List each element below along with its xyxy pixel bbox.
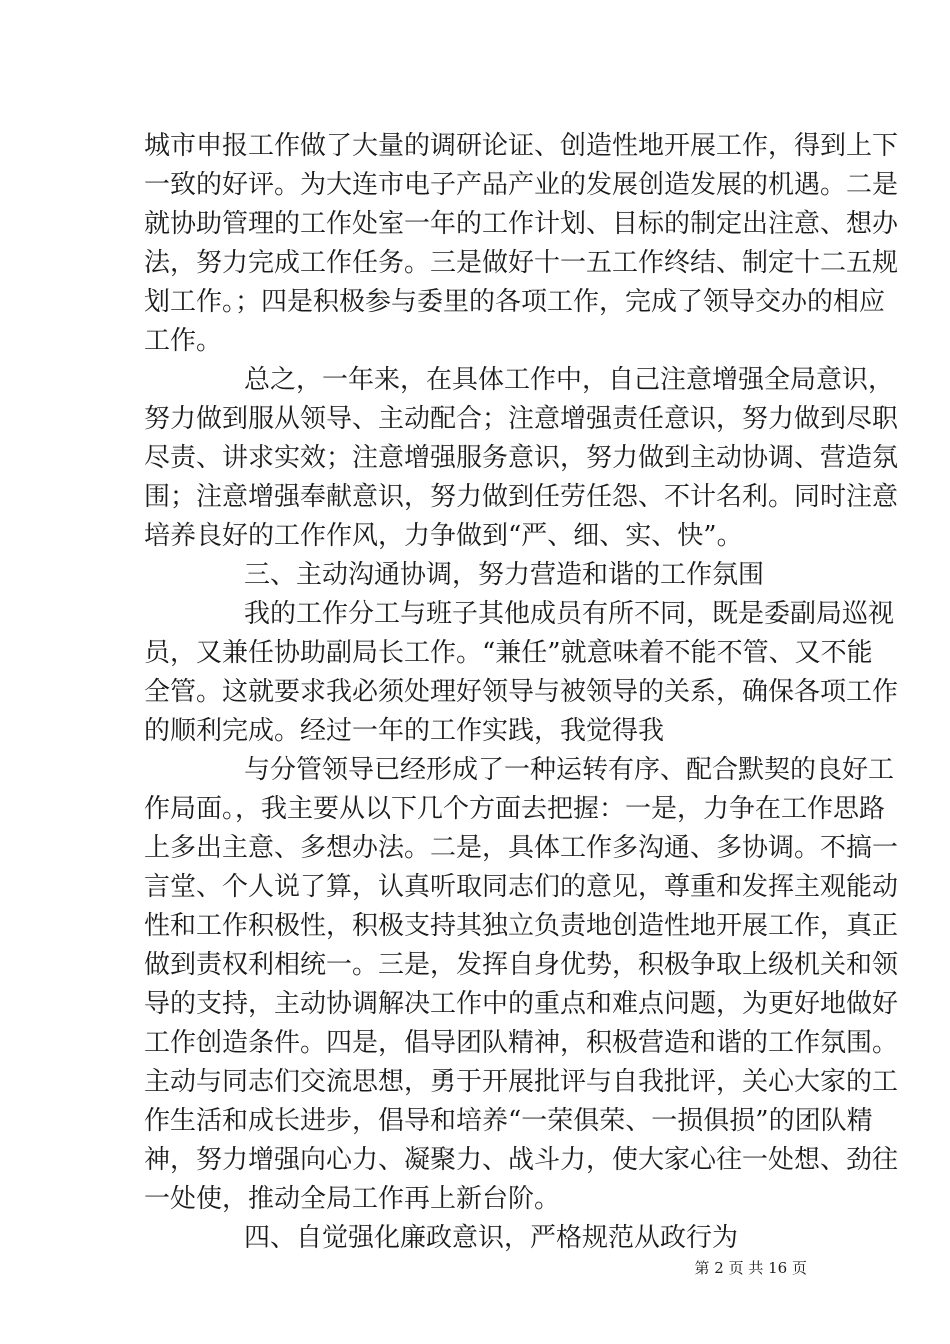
paragraph-3-line-2: 员，又兼任协助副局长工作。“兼任”就意味着不能不管、又不能 (144, 638, 873, 668)
paragraph-4-line-4: 言堂、个人说了算，认真听取同志们的意见，尊重和发挥主观能动 (144, 872, 899, 902)
paragraph-4-line-7: 导的支持，主动协调解决工作中的重点和难点问题，为更好地做好 (144, 989, 899, 1019)
paragraph-4-line-6: 做到责权利相统一。三是，发挥自身优势，积极争取上级机关和领 (144, 950, 899, 980)
section-heading-3: 三、主动沟通协调，努力营造和谐的工作氛围 (244, 560, 765, 590)
paragraph-2-line-2: 努力做到服从领导、主动配合；注意增强责任意识，努力做到尽职 (144, 404, 899, 434)
paragraph-2-line-4: 围；注意增强奉献意识，努力做到任劳任怨、不计名利。同时注意 (144, 482, 899, 512)
paragraph-1-line-6: 工作。 (144, 326, 223, 356)
paragraph-3-line-4: 的顺利完成。经过一年的工作实践，我觉得我 (144, 716, 665, 746)
paragraph-4-line-3: 上多出主意、多想办法。二是，具体工作多沟通、多协调。不搞一 (144, 833, 899, 863)
paragraph-1-line-3: 就协助管理的工作处室一年的工作计划、目标的制定出注意、想办 (144, 209, 899, 239)
paragraph-4-line-10: 作生活和成长进步，倡导和培养“一荣俱荣、一损俱损”的团队精 (144, 1106, 873, 1136)
paragraph-1-line-2: 一致的好评。为大连市电子产品产业的发展创造发展的机遇。二是 (144, 170, 899, 200)
paragraph-3-line-1: 我的工作分工与班子其他成员有所不同，既是委副局巡视 (244, 599, 895, 629)
paragraph-1-line-5: 划工作。；四是积极参与委里的各项工作，完成了领导交办的相应 (144, 287, 886, 317)
paragraph-4-line-5: 性和工作积极性，积极支持其独立负责地创造性地开展工作，真正 (144, 911, 899, 941)
paragraph-4-line-12: 一处使，推动全局工作再上新台阶。 (144, 1184, 561, 1214)
paragraph-3-line-3: 全管。这就要求我必须处理好领导与被领导的关系，确保各项工作 (144, 677, 899, 707)
paragraph-2-line-5: 培养良好的工作作风，力争做到“严、细、实、快”。 (144, 521, 743, 551)
paragraph-4-line-1: 与分管领导已经形成了一种运转有序、配合默契的良好工 (244, 755, 895, 785)
section-heading-4: 四、自觉强化廉政意识，严格规范从政行为 (244, 1223, 739, 1253)
paragraph-2-line-1: 总之，一年来，在具体工作中，自己注意增强全局意识， (244, 365, 895, 395)
paragraph-4-line-2: 作局面。，我主要从以下几个方面去把握：一是，力争在工作思路 (144, 794, 886, 824)
paragraph-4-line-8: 工作创造条件。四是，倡导团队精神，积极营造和谐的工作氛围。 (144, 1028, 899, 1058)
paragraph-2-line-3: 尽责、讲求实效；注意增强服务意识，努力做到主动协调、营造氛 (144, 443, 899, 473)
page-number: 第 2 页 共 16 页 (694, 1259, 807, 1277)
paragraph-1-line-4: 法，努力完成工作任务。三是做好十一五工作终结、制定十二五规 (144, 248, 899, 278)
paragraph-1-line-1: 城市申报工作做了大量的调研论证、创造性地开展工作，得到上下 (144, 131, 899, 161)
paragraph-4-line-11: 神，努力增强向心力、凝聚力、战斗力，使大家心往一处想、劲往 (144, 1145, 899, 1175)
paragraph-4-line-9: 主动与同志们交流思想，勇于开展批评与自我批评，关心大家的工 (144, 1067, 899, 1097)
